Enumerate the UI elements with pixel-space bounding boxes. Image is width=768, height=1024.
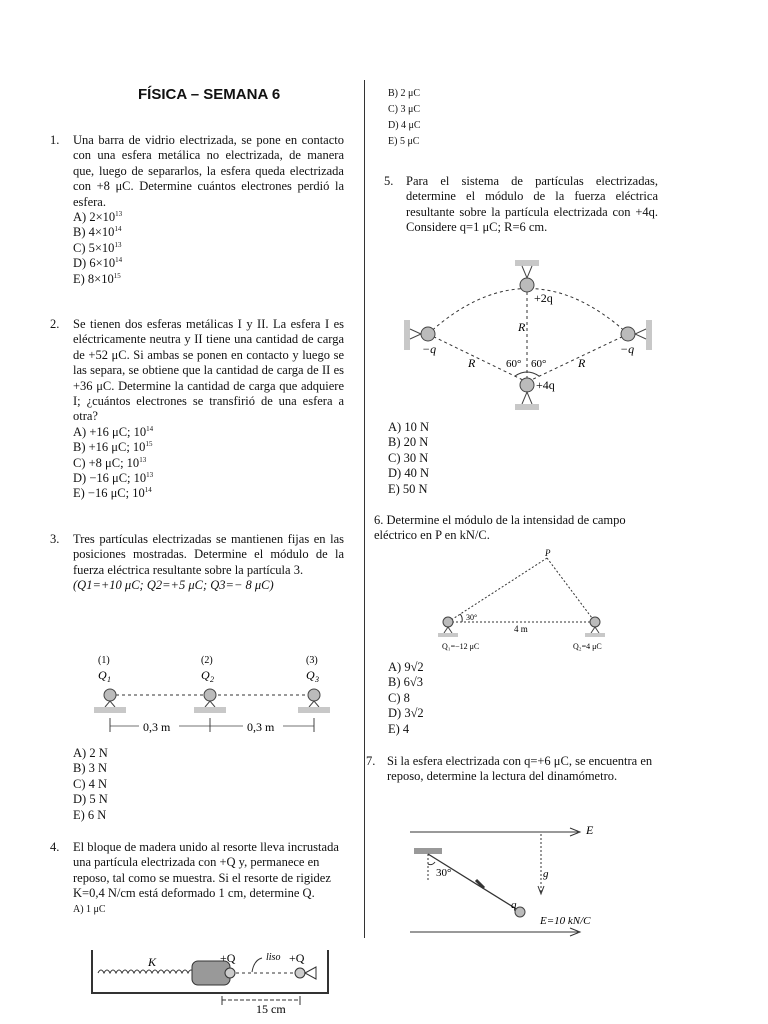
question-4 (50, 840, 344, 917)
option[interactable]: C) $5\times 10^{13}$ (73, 240, 122, 255)
svg-text:P: P (545, 548, 551, 558)
svg-text:4 m: 4 m (514, 624, 528, 634)
svg-text:30°: 30° (466, 613, 478, 622)
option[interactable]: D) 5 N (73, 792, 108, 807)
question-7 (366, 754, 656, 785)
svg-text:1: 1 (107, 675, 111, 684)
option[interactable]: C) 3 μC (388, 104, 421, 115)
option[interactable]: A) 10 N (388, 420, 429, 434)
svg-text:60°: 60° (506, 358, 522, 370)
question-number: 5. (384, 174, 394, 188)
charge-3 (298, 655, 330, 713)
svg-text:−q: −q (620, 342, 635, 356)
question-text: Se tienen dos esferas metálicas I y II. La esfera I es eléctricamente neutra y II tiene una cantidad de carga de +52 μC. Si ambas se ponen en contacto y luego se las separa, se obtiene que la cantidad de carga de II es +36 μC. Determine la cantidad de carga que adquiere I; ¿cuántos electrones se transfirió de una esfera a otra? (73, 317, 344, 424)
question-number: 1. (50, 133, 60, 147)
svg-text:Q: Q (201, 668, 210, 682)
option[interactable]: E) 6 N (73, 807, 107, 822)
svg-text:+2q: +2q (534, 291, 553, 305)
svg-text:+Q: +Q (289, 951, 305, 965)
option[interactable]: E) 5 μC (388, 136, 420, 147)
svg-text:E=10 kN/C: E=10 kN/C (540, 915, 591, 927)
question-text: Si la esfera electrizada con q=+6 μC, se encuentra en reposo, determine la lectura del dinamómetro. (387, 754, 653, 784)
svg-text:60°: 60° (531, 358, 547, 370)
option[interactable]: B) 3 N (73, 761, 108, 776)
option[interactable]: A) +16 μC; $10^{14}$ (73, 424, 154, 439)
charge-1 (94, 655, 126, 713)
question-number: 7. (366, 754, 376, 768)
option[interactable]: D) 3√2 (388, 706, 424, 721)
question-text: El bloque de madera unido al resorte lleva incrustada una partícula electrizada con +Q y, permanece en reposo, tal como se muestra. Si el resorte de rigidez K=0,4 N/cm está deformado 1 cm, determine Q. (73, 840, 339, 901)
option[interactable]: E) 4 (388, 721, 410, 736)
svg-text:30°: 30° (436, 867, 452, 879)
figure-dynamometer (408, 822, 604, 938)
option[interactable]: C) 8 (388, 690, 410, 705)
column-divider (364, 80, 365, 938)
question-6-options (388, 660, 508, 737)
question-text: Tres partículas electrizadas se mantienen fijas en las posiciones mostradas. Determine el módulo de la fuerza eléctrica resultante sobre la partícula 3. (73, 532, 344, 577)
option[interactable]: E) −16 μC; $10^{14}$ (73, 486, 152, 501)
option[interactable]: B) 20 N (388, 435, 429, 450)
svg-text:3: 3 (315, 675, 319, 684)
svg-text:2: 2 (210, 675, 214, 684)
question-number: 3. (50, 532, 60, 546)
option[interactable]: D) $6\times 10^{14}$ (73, 256, 123, 271)
figure-four-charges (400, 258, 658, 413)
question-6 (374, 513, 664, 544)
question-4-options-cont (388, 86, 488, 150)
option[interactable]: C) 30 N (388, 450, 429, 465)
page-title: FÍSICA – SEMANA 6 (138, 86, 281, 103)
svg-text:R: R (518, 320, 526, 334)
options-list (73, 425, 344, 502)
option[interactable]: D) 4 μC (388, 120, 421, 131)
svg-text:(2): (2) (201, 655, 213, 666)
question-text: 6. Determine el módulo de la intensidad de campo eléctrico en P en kN/C. (374, 513, 626, 543)
svg-text:(1): (1) (98, 655, 110, 666)
options-list (73, 746, 193, 823)
question-1 (50, 133, 344, 287)
option[interactable]: D) −16 μC; $10^{13}$ (73, 470, 154, 486)
options-list (388, 420, 508, 497)
svg-text:Q₁=−12 μC: Q₁=−12 μC (442, 642, 480, 651)
option[interactable]: D) 40 N (388, 466, 429, 481)
svg-text:E: E (586, 823, 594, 837)
distance-label: 0,3 m (143, 720, 171, 734)
option[interactable]: A) 9√2 (388, 660, 424, 674)
option[interactable]: B) $4\times 10^{14}$ (73, 225, 122, 240)
distance-label: 0,3 m (247, 720, 275, 734)
svg-text:K: K (148, 955, 157, 969)
svg-text:g: g (543, 868, 549, 880)
question-text: Para el sistema de partículas electrizadas, determine el módulo de la fuerza eléctrica resultante sobre la partícula electrizada con +4q. Considere q=1 μC; R=6 cm. (406, 174, 658, 235)
question-5 (384, 174, 658, 236)
svg-text:15 cm: 15 cm (256, 1002, 286, 1016)
option[interactable]: B) 2 μC (388, 88, 421, 99)
option[interactable]: A) 2 N (73, 746, 108, 760)
svg-text:R: R (578, 356, 586, 370)
question-3 (50, 532, 344, 594)
question-number: 2. (50, 317, 60, 331)
svg-text:Q₂=4 μC: Q₂=4 μC (573, 642, 602, 651)
figure-triangle (436, 548, 636, 656)
charges-given: (Q1=+10 μC; Q2=+5 μC; Q3=− 8 μC) (73, 578, 274, 593)
options-list (388, 660, 508, 737)
option[interactable]: E) 50 N (388, 481, 428, 496)
svg-text:+Q: +Q (220, 951, 236, 965)
svg-text:Q: Q (98, 668, 107, 682)
option[interactable]: A) 1 μC (73, 903, 106, 915)
figure-three-charges (88, 650, 344, 740)
question-2 (50, 317, 344, 502)
svg-text:liso: liso (266, 952, 281, 963)
question-number: 6. (374, 513, 384, 527)
option[interactable]: B) +16 μC; $10^{15}$ (73, 440, 153, 455)
figure-spring-block (86, 945, 336, 1020)
options-list (73, 210, 344, 287)
option[interactable]: C) 4 N (73, 776, 108, 791)
svg-text:(3): (3) (306, 655, 318, 666)
svg-text:q: q (511, 899, 517, 911)
option[interactable]: A) $2\times 10^{13}$ (73, 209, 123, 225)
svg-text:R: R (468, 356, 476, 370)
question-3-options (73, 746, 193, 823)
question-5-options (388, 420, 508, 497)
svg-text:−q: −q (422, 342, 437, 356)
option[interactable]: B) 6√3 (388, 675, 423, 690)
question-number: 4. (50, 840, 60, 854)
svg-text:Q: Q (306, 668, 315, 682)
option[interactable]: E) $8\times 10^{15}$ (73, 271, 121, 286)
question-text: Una barra de vidrio electrizada, se pone en contacto con una esfera metálica no electrizada, de manera que, luego de separarlos, la esfera queda electrizada con +8 μC. Determine cuántos electrones perdió la esfera. (73, 133, 344, 209)
svg-text:+4q: +4q (536, 378, 555, 392)
charge-2 (194, 655, 226, 713)
option[interactable]: C) +8 μC; $10^{13}$ (73, 455, 147, 470)
